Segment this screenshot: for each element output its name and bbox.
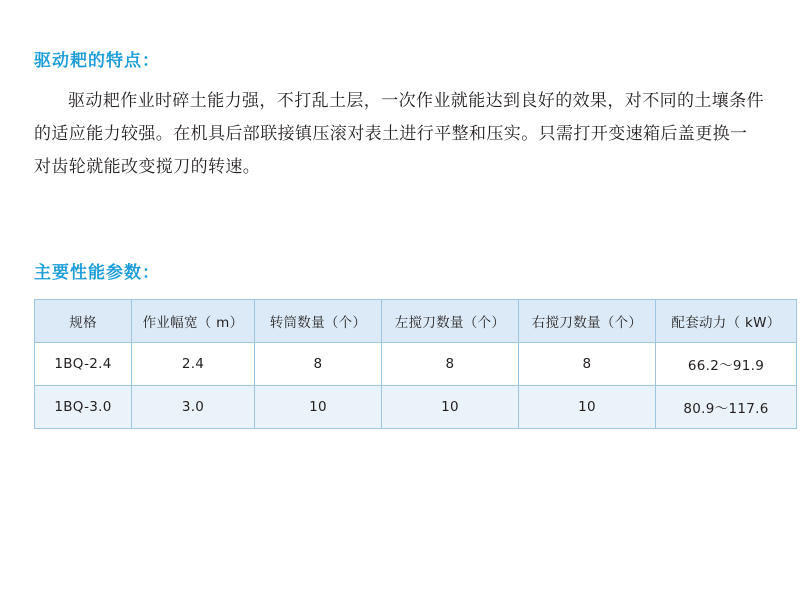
section-spacer xyxy=(34,184,766,258)
table-header-row xyxy=(35,300,797,343)
table-row xyxy=(35,343,797,386)
table-header-cell: 左搅刀数量（个） xyxy=(382,300,519,343)
table-cell: 1BQ-2.4 xyxy=(35,343,132,386)
parameters-heading: 主要性能参数： xyxy=(34,263,160,284)
table-body xyxy=(35,343,797,429)
table-cell: 8 xyxy=(519,343,656,386)
table-cell: 2.4 xyxy=(132,343,255,386)
specifications-table xyxy=(34,299,797,429)
table-cell: 66.2～91.9 xyxy=(656,343,797,386)
table-cell: 1BQ-3.0 xyxy=(35,386,132,429)
table-cell: 8 xyxy=(382,343,519,386)
table-header xyxy=(35,300,797,343)
features-paragraph: 驱动耙作业时碎土能力强，不打乱土层，一次作业就能达到良好的效果，对不同的土壤条件的适应能力较强。在机具后部联接镇压滚对表土进行平整和压实。只需打开变速箱后盖更换一对齿轮就能改变搅刀的转速。 xyxy=(34,91,764,178)
table-header-cell: 规格 xyxy=(35,300,132,343)
table-cell: 80.9～117.6 xyxy=(656,386,797,429)
table-cell: 3.0 xyxy=(132,386,255,429)
table-header-cell: 右搅刀数量（个） xyxy=(519,300,656,343)
table-cell: 10 xyxy=(382,386,519,429)
table-cell: 10 xyxy=(255,386,382,429)
table-cell: 8 xyxy=(255,343,382,386)
table-header-cell: 作业幅宽（ m） xyxy=(132,300,255,343)
features-heading: 驱动耙的特点： xyxy=(34,51,160,71)
table-row xyxy=(35,386,797,429)
table-header-cell: 转筒数量（个） xyxy=(255,300,382,343)
table-header-cell: 配套动力（ kW） xyxy=(656,300,797,343)
table-cell: 10 xyxy=(519,386,656,429)
